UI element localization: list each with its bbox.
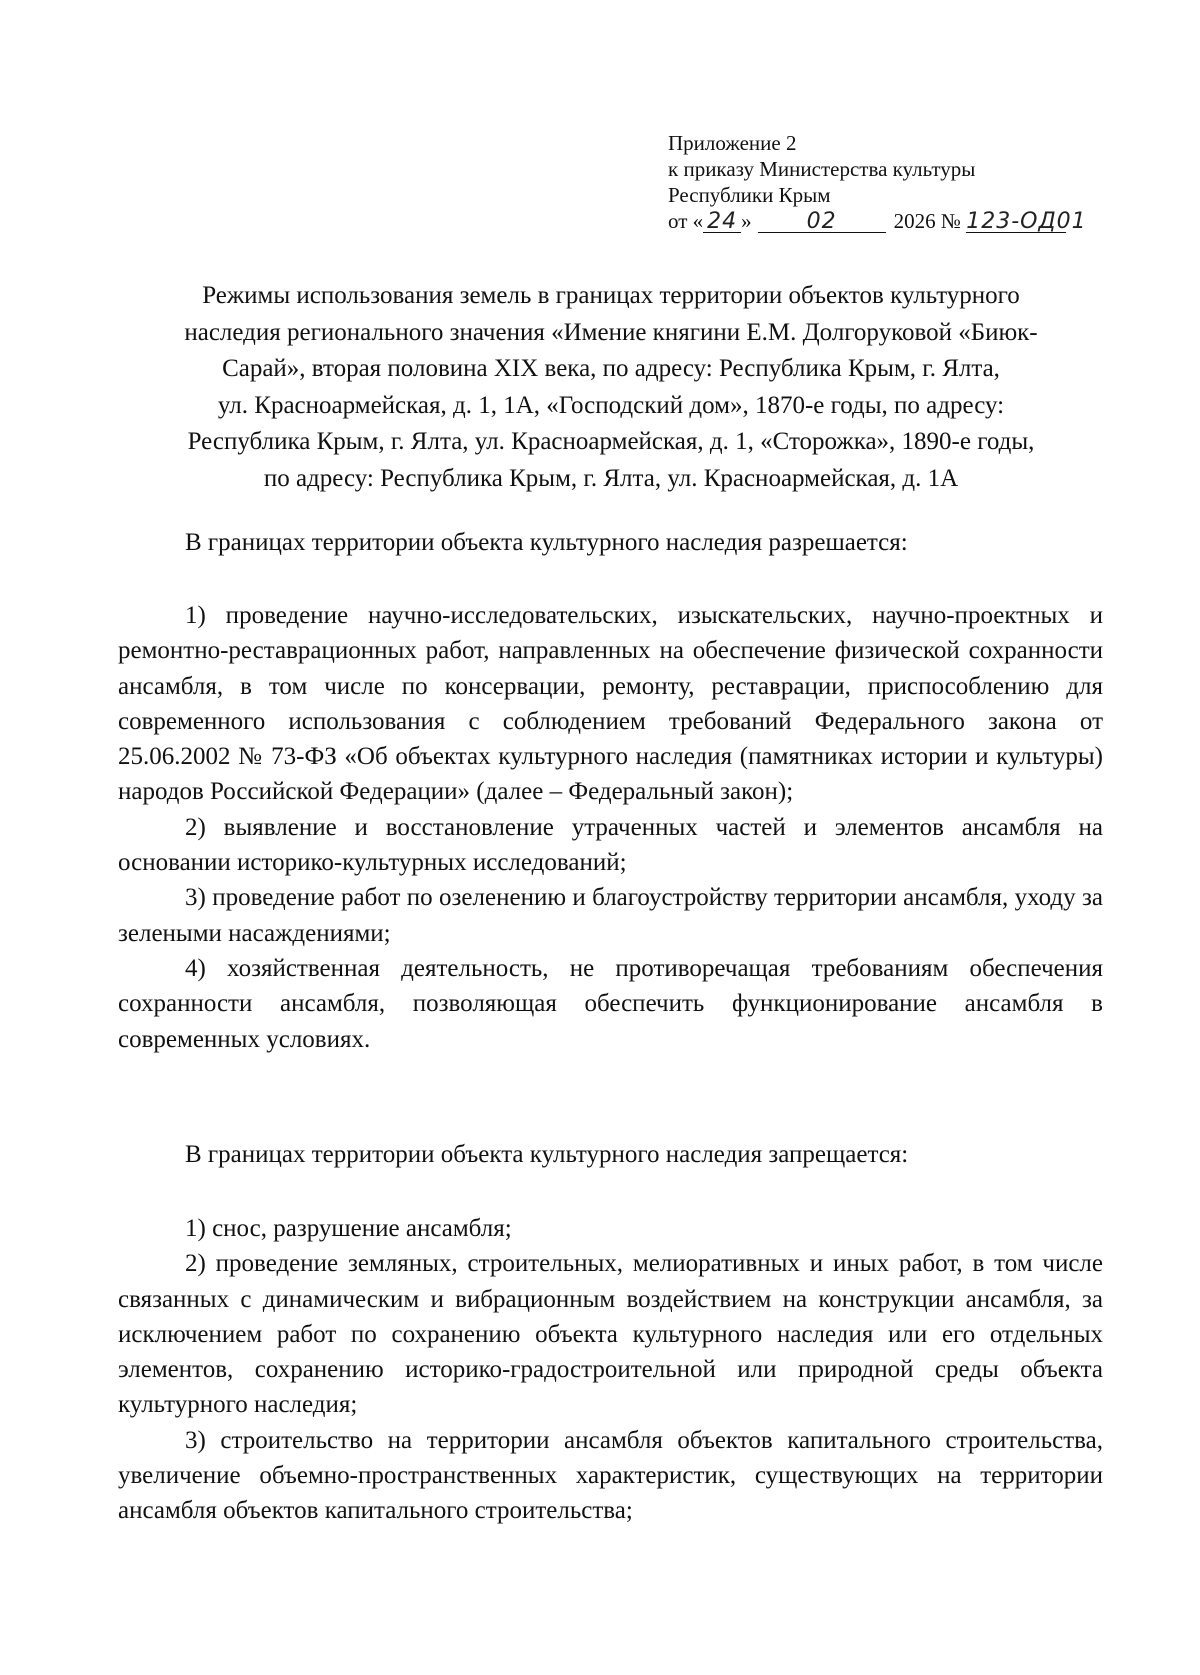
date-mid: » bbox=[741, 209, 752, 233]
handwritten-day: 24 bbox=[703, 212, 741, 233]
title-line: ул. Красноармейская, д. 1, 1А, «Господский дом», 1870-е годы, по адресу: bbox=[217, 391, 1005, 419]
appendix-line-2: к приказу Министерства культуры bbox=[668, 157, 976, 181]
appendix-line-3: Республики Крым bbox=[668, 183, 831, 207]
title-line: наследия регионального значения «Имение княгини Е.М. Долгоруковой «Биюк- bbox=[184, 318, 1038, 346]
appendix-date-line bbox=[668, 208, 1108, 234]
appendix-line-1: Приложение 2 bbox=[668, 131, 797, 155]
document-title bbox=[118, 278, 1104, 497]
prohibited-item: 3) строительство на территории ансамбля объектов капитального строительства, увеличение объемно-пространственных характеристик, существующих на территории ансамбля объектов капитального строительства; bbox=[118, 1426, 1103, 1525]
prohibited-item: 2) проведение земляных, строительных, мелиоративных и иных работ, в том числе связанных с динамическим и вибрационным воздействием на конструкции ансамбля, за исключением работ по сохранению объекта культурного наследия или его отдельных элементов, сохранению историко-градостроительной или природной среды объекта культурного наследия; bbox=[118, 1250, 1103, 1419]
handwritten-order-number: 123-ОД01 bbox=[966, 209, 1087, 234]
date-year: 2026 № bbox=[893, 209, 961, 233]
prohibited-item: 1) снос, разрушение ансамбля; bbox=[185, 1215, 512, 1242]
prohibited-heading: В границах территории объекта культурного наследия запрещается: bbox=[185, 1141, 909, 1168]
allowed-heading: В границах территории объекта культурного наследия разрешается: bbox=[185, 529, 908, 556]
allowed-item: 4) хозяйственная деятельность, не противоречащая требованиям обеспечения сохранности ансамбля, позволяющая обеспечить функционирование ансамбля в современных условиях. bbox=[118, 954, 1103, 1053]
prohibited-list bbox=[118, 1211, 1103, 1529]
title-line: по адресу: Республика Крым, г. Ялта, ул. Красноармейская, д. 1А bbox=[263, 464, 959, 492]
allowed-list bbox=[118, 598, 1103, 1057]
title-line: Сарай», вторая половина XIX века, по адресу: Республика Крым, г. Ялта, bbox=[222, 355, 1000, 382]
allowed-item: 1) проведение научно-исследовательских, изыскательских, научно-проектных и ремонтно-реставрационных работ, направленных на обеспечение физической сохранности ансамбля, в том числе по консервации, ремонту, реставрации, приспособлению для современного использования с соблюдением требований Федерального закона от 25.06.2002 № 73-ФЗ «Об объектах культурного наследия (памятниках истории и культуры) народов Российской Федерации» (далее – Федеральный закон); bbox=[118, 602, 1103, 806]
date-prefix: от « bbox=[668, 209, 704, 233]
allowed-item: 3) проведение работ по озеленению и благоустройству территории ансамбля, уходу за зелеными насаждениями; bbox=[118, 884, 1103, 947]
title-line: Республика Крым, г. Ялта, ул. Красноармейская, д. 1, «Сторожка», 1890-е годы, bbox=[187, 428, 1035, 455]
handwritten-month: 02 bbox=[758, 212, 886, 233]
appendix-header bbox=[668, 130, 1108, 234]
title-line: Режимы использования земель в границах территории объектов культурного bbox=[202, 282, 1020, 309]
allowed-item: 2) выявление и восстановление утраченных частей и элементов ансамбля на основании историко-культурных исследований; bbox=[118, 813, 1103, 877]
